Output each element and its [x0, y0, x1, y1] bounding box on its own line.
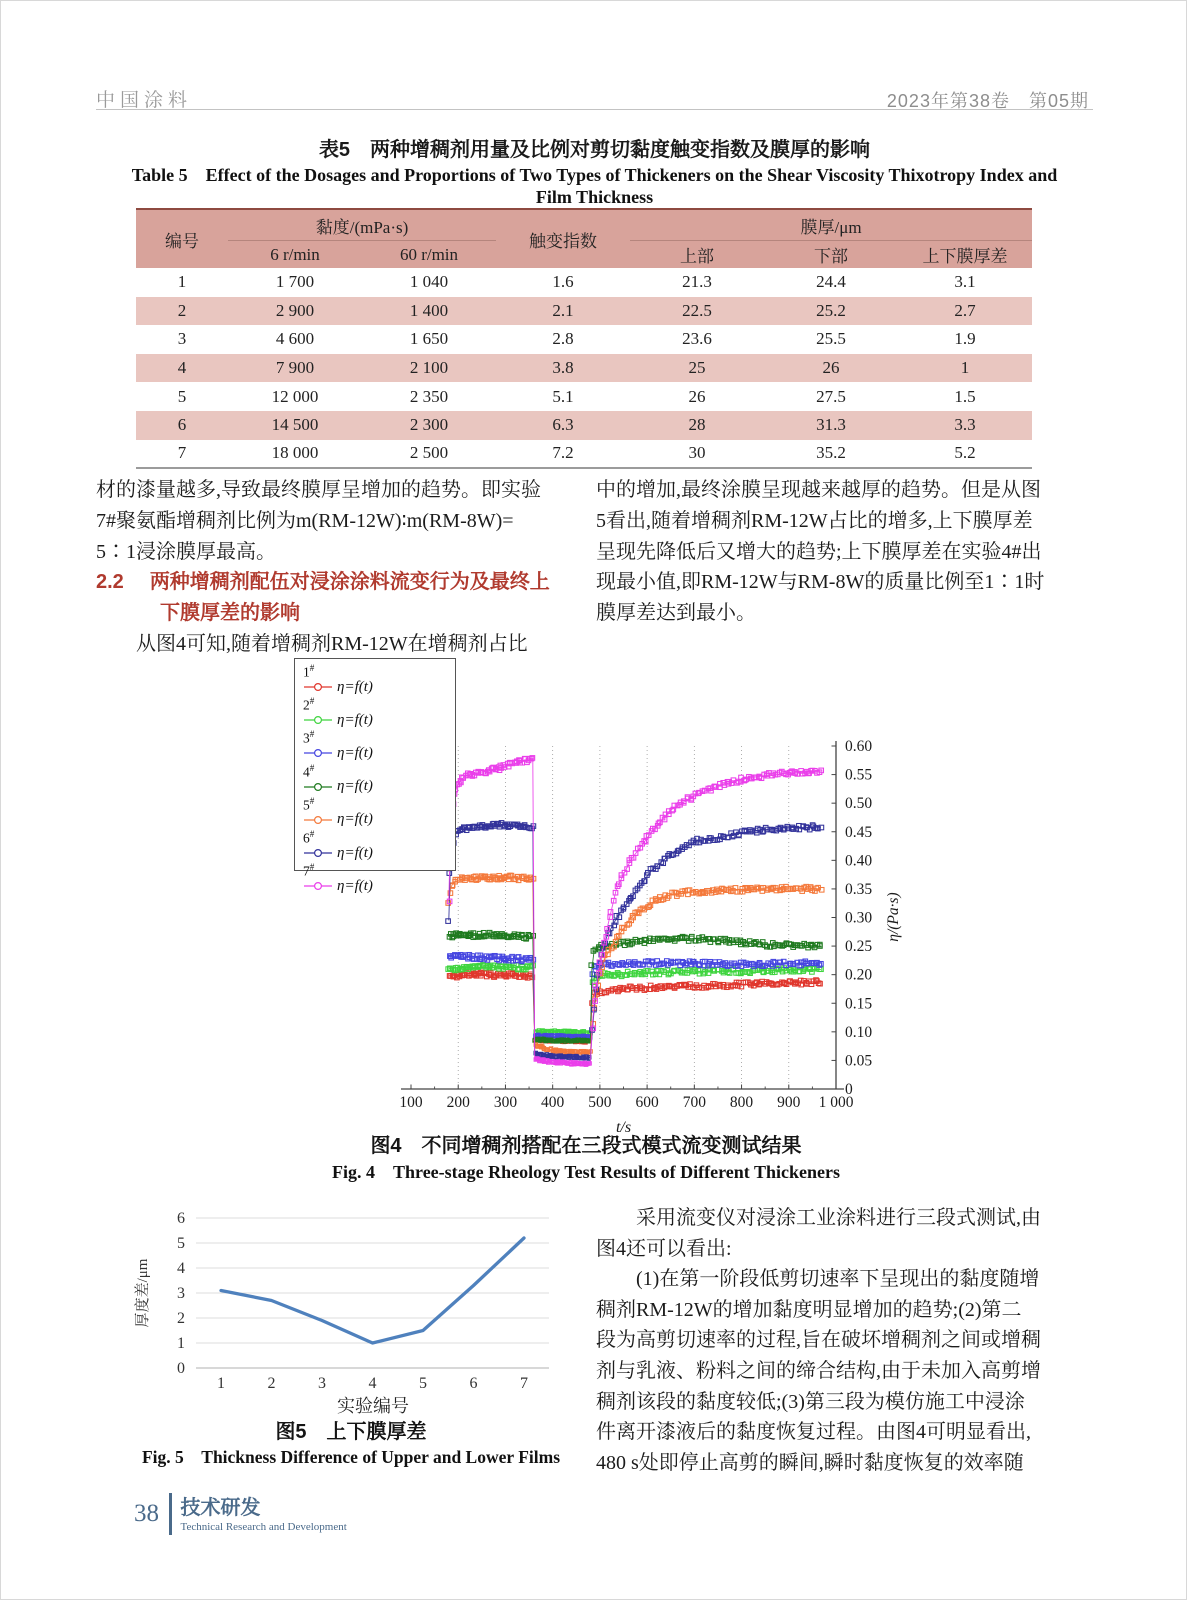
- legend-marker-icon: [303, 714, 333, 726]
- table-row: [136, 440, 1032, 469]
- legend-label: η=f(t): [337, 744, 373, 761]
- table-cell: 2.7: [954, 300, 976, 320]
- table-cell: 1.5: [954, 386, 976, 406]
- table-cell: 6.3: [552, 415, 574, 435]
- text-line: 稠剂RM-12W的增加黏度明显增加的趋势;(2)第二: [596, 1298, 1022, 1321]
- col-header-viscosity-group: 黏度/(mPa·s): [228, 209, 496, 241]
- legend-series-name: 4#: [303, 762, 315, 780]
- thickness-difference-line: [221, 1238, 524, 1343]
- svg-text:实验编号: 实验编号: [337, 1396, 409, 1416]
- col-header-6rmin: 6 r/min: [270, 244, 320, 264]
- section-heading-line1: [96, 567, 578, 598]
- svg-text:2: 2: [177, 1310, 185, 1327]
- table-cell: 1.6: [552, 272, 574, 292]
- col-header-diff: 上下膜厚差: [922, 247, 1008, 266]
- svg-text:0.40: 0.40: [845, 852, 873, 870]
- table-row: [136, 325, 1032, 354]
- table-cell: 1 650: [409, 329, 449, 349]
- svg-text:0.30: 0.30: [845, 909, 873, 927]
- table-cell: 1: [177, 272, 187, 292]
- legend-label: η=f(t): [337, 778, 373, 795]
- svg-text:η/(Pa·s): η/(Pa·s): [885, 892, 902, 942]
- section-heading-text: 两种增稠剂配伍对浸涂涂料流变行为及最终上: [149, 571, 550, 594]
- legend-label: η=f(t): [337, 711, 373, 728]
- text-line: 呈现先降低后又增大的趋势;上下膜厚差在实验4#出: [596, 540, 1042, 563]
- table-cell: 2.8: [552, 329, 574, 349]
- table-cell: 1 400: [409, 300, 449, 320]
- legend-marker-icon: [303, 681, 333, 693]
- col-header-no: 编号: [165, 231, 199, 251]
- table-cell: 26: [688, 386, 706, 406]
- legend-marker-icon: [303, 880, 333, 892]
- table-cell: 7: [177, 443, 187, 463]
- table-cell: 2 500: [409, 443, 449, 463]
- legend-marker-icon: [303, 747, 333, 759]
- svg-text:7: 7: [520, 1375, 528, 1392]
- section-heading-2-2: [96, 567, 578, 629]
- table-cell: 3.3: [954, 415, 976, 435]
- table-cell: 5: [177, 386, 187, 406]
- svg-text:0.15: 0.15: [845, 995, 873, 1013]
- table5-header: [136, 209, 1032, 268]
- table-cell: 1 700: [275, 272, 315, 292]
- svg-text:700: 700: [682, 1094, 706, 1111]
- legend-entry: [303, 779, 449, 795]
- table-cell: 25: [688, 358, 706, 378]
- legend-entry: [303, 812, 449, 828]
- right-column-bottom-text: [596, 1203, 1080, 1478]
- table-cell: 25.5: [816, 329, 846, 349]
- legend-entry: [303, 878, 449, 894]
- section-heading-line2: 下膜厚差的影响: [160, 602, 300, 625]
- text-line: 中的增加,最终涂膜呈现越来越厚的趋势。但是从图: [596, 479, 1041, 501]
- table-cell: 3.1: [954, 272, 976, 292]
- table-cell: 4 600: [275, 329, 315, 349]
- figure5-plot: [121, 1191, 591, 1419]
- text-line: 稠剂该段的黏度较低;(3)第三段为模仿施工中浸涂: [596, 1390, 1025, 1413]
- col-header-upper: 上部: [680, 247, 715, 266]
- header-rule: [96, 109, 1093, 110]
- table-cell: 3: [177, 329, 187, 349]
- text-line: 件离开漆液后的黏度恢复过程。由图4可明显看出,: [596, 1421, 1031, 1444]
- svg-text:0.45: 0.45: [845, 823, 873, 841]
- text-line: 段为高剪切速率的过程,旨在破坏增稠剂之间或增稠: [596, 1329, 1041, 1352]
- table5-title-en: Table 5 Effect of the Dosages and Proportions of Two Types of Thickeners on the Shear Viscosity Thixotropy Index and: [131, 165, 1058, 185]
- svg-text:400: 400: [541, 1094, 565, 1111]
- table-cell: 2: [177, 300, 187, 320]
- table-cell: 2.1: [552, 300, 574, 320]
- legend-series-name: 1#: [303, 663, 315, 680]
- page-footer: [134, 1493, 347, 1535]
- legend-series-name: 7#: [303, 862, 315, 879]
- series-1: [447, 970, 822, 1044]
- text-line: 现最小值,即RM-12W与RM-8W的质量比例至1∶1时: [596, 571, 1045, 594]
- svg-text:0.05: 0.05: [845, 1052, 873, 1070]
- svg-text:5: 5: [177, 1235, 185, 1252]
- table5: [136, 208, 1032, 469]
- svg-text:厚度差/μm: 厚度差/μm: [135, 1258, 151, 1328]
- text-line: 5看出,随着增稠剂RM-12W占比的增多,上下膜厚差: [596, 509, 1033, 532]
- svg-text:3: 3: [318, 1375, 326, 1392]
- table-cell: 31.3: [816, 415, 846, 435]
- legend-label: η=f(t): [337, 877, 373, 894]
- table-cell: 4: [177, 358, 187, 378]
- table-cell: 5.1: [552, 386, 574, 406]
- col-header-60rmin: 60 r/min: [399, 244, 459, 264]
- svg-text:0.55: 0.55: [845, 766, 873, 784]
- svg-text:1: 1: [177, 1335, 185, 1352]
- legend-label: η=f(t): [337, 678, 373, 695]
- figure4-legend: [294, 658, 456, 894]
- svg-text:900: 900: [777, 1094, 801, 1111]
- svg-text:0.25: 0.25: [845, 938, 873, 956]
- figure4-caption-en: Fig. 4 Three-stage Rheology Test Results of Different Thickeners: [332, 1162, 840, 1182]
- figure4-caption-cn: 图4 不同增稠剂搭配在三段式模式流变测试结果: [370, 1135, 802, 1157]
- svg-text:300: 300: [493, 1094, 518, 1111]
- table-cell: 21.3: [682, 272, 712, 292]
- table-cell: 1 040: [409, 272, 449, 292]
- svg-text:4: 4: [177, 1260, 185, 1277]
- legend-entry: [303, 712, 449, 728]
- table-cell: 18 000: [271, 443, 319, 463]
- svg-text:0: 0: [845, 1081, 853, 1098]
- table-cell: 14 500: [271, 415, 319, 435]
- journal-name: 中国涂料: [96, 90, 193, 111]
- svg-text:3: 3: [177, 1285, 185, 1302]
- right-column-text: [596, 475, 1078, 629]
- table-cell: 2 300: [409, 415, 449, 435]
- svg-text:t/s: t/s: [615, 1119, 632, 1136]
- legend-label: η=f(t): [337, 844, 373, 861]
- svg-text:1 000: 1 000: [818, 1094, 854, 1111]
- table-cell: 2 100: [409, 358, 449, 378]
- bottom-paragraph: [596, 1203, 1080, 1478]
- text-line: 480 s处即停止高剪的瞬间,瞬时黏度恢复的效率随: [596, 1451, 1024, 1474]
- col-header-lower: 下部: [814, 247, 849, 266]
- table-cell: 2 900: [275, 300, 315, 320]
- svg-text:6: 6: [469, 1375, 478, 1392]
- table-cell: 23.6: [682, 329, 712, 349]
- col-header-film-group: 膜厚/μm: [630, 209, 1032, 241]
- text-line: (1)在第一阶段低剪切速率下呈现出的黏度随增: [596, 1268, 1040, 1291]
- footer-divider: [169, 1493, 172, 1535]
- table-cell: 22.5: [682, 300, 712, 320]
- right-paragraph-top: [596, 475, 1078, 629]
- table-cell: 12 000: [271, 386, 319, 406]
- left-column-text: [96, 475, 578, 660]
- table-cell: 24.4: [816, 272, 846, 292]
- text-line: 图4还可以看出:: [596, 1237, 732, 1260]
- footer-section: [181, 1496, 347, 1535]
- text-line: 剂与乳液、粉料之间的缔合结构,由于未加入高剪增: [596, 1359, 1041, 1382]
- svg-text:500: 500: [588, 1094, 612, 1111]
- col-header-thixotropy: 触变指数: [529, 231, 598, 251]
- table-cell: 26: [822, 358, 840, 378]
- svg-text:1: 1: [217, 1375, 225, 1392]
- svg-text:6: 6: [177, 1210, 185, 1227]
- legend-entry: [303, 679, 449, 695]
- svg-text:0.10: 0.10: [845, 1023, 873, 1041]
- legend-marker-icon: [303, 814, 333, 826]
- footer-section-cn: 技术研发: [180, 1497, 261, 1519]
- table-cell: 1.9: [954, 329, 976, 349]
- legend-label: η=f(t): [337, 811, 373, 828]
- table-cell: 3.8: [552, 358, 574, 378]
- left-paragraph-tail: [96, 629, 578, 660]
- text-line: 5∶1浸涂膜厚最高。: [96, 540, 276, 563]
- section-number: 2.2: [96, 571, 124, 594]
- table-cell: 1: [960, 358, 970, 378]
- svg-text:4: 4: [368, 1375, 377, 1392]
- page-number: 38: [134, 1500, 159, 1527]
- text-line: 采用流变仪对浸涂工业涂料进行三段式测试,由: [596, 1207, 1041, 1229]
- table-cell: 30: [688, 443, 706, 463]
- table-cell: 28: [688, 415, 706, 435]
- text-line: 膜厚差达到最小。: [596, 602, 756, 625]
- table-cell: 5.2: [954, 443, 976, 463]
- legend-series-name: 3#: [303, 729, 315, 746]
- svg-text:100: 100: [399, 1094, 423, 1111]
- figure5-caption-en: Fig. 5 Thickness Difference of Upper and Lower Films: [141, 1447, 561, 1467]
- svg-text:200: 200: [446, 1094, 470, 1111]
- figure5-caption-cn: 图5 上下膜厚差: [275, 1421, 427, 1443]
- text-line: 从图4可知,随着增稠剂RM-12W在增稠剂占比: [96, 632, 528, 655]
- text-line: 材的漆量越多,导致最终膜厚呈增加的趋势。即实验: [96, 479, 541, 501]
- svg-text:0.60: 0.60: [845, 738, 873, 755]
- svg-text:0.20: 0.20: [845, 966, 873, 984]
- legend-entry: [303, 745, 449, 761]
- table-row: [136, 268, 1032, 297]
- svg-text:0.35: 0.35: [845, 880, 873, 898]
- table-cell: 7 900: [275, 358, 315, 378]
- svg-text:2: 2: [267, 1375, 276, 1392]
- footer-section-en: Technical Research and Development: [180, 1521, 347, 1533]
- legend-series-name: 5#: [303, 795, 315, 813]
- svg-text:0: 0: [177, 1360, 185, 1377]
- text-line: 7#聚氨酯增稠剂比例为m(RM-12W)∶m(RM-8W)=: [96, 509, 514, 532]
- legend-entry: [303, 845, 449, 861]
- issue-info: 2023年第38卷 第05期: [886, 91, 1089, 111]
- table-cell: 7.2: [552, 443, 574, 463]
- table-cell: 6: [177, 415, 187, 435]
- table-cell: 35.2: [816, 443, 846, 463]
- table-cell: 27.5: [816, 386, 846, 406]
- svg-text:800: 800: [729, 1094, 754, 1111]
- table-cell: 25.2: [816, 300, 846, 320]
- table-row: [136, 382, 1032, 411]
- legend-series-name: 2#: [303, 696, 315, 713]
- legend-marker-icon: [303, 781, 333, 793]
- legend-marker-icon: [303, 847, 333, 859]
- left-paragraph-top: [96, 475, 578, 567]
- legend-series-name: 6#: [303, 828, 315, 846]
- table-row: [136, 411, 1032, 440]
- table5-body: [136, 268, 1032, 468]
- svg-text:5: 5: [419, 1375, 427, 1392]
- table-cell: 2 350: [409, 386, 449, 406]
- table5-title-cn: 表5 两种增稠剂用量及比例对剪切黏度触变指数及膜厚的影响: [318, 139, 871, 161]
- svg-text:0.50: 0.50: [845, 795, 873, 813]
- table-row: [136, 297, 1032, 326]
- table5-title-en-2: Film Thickness: [535, 187, 654, 207]
- table-row: [136, 354, 1032, 383]
- svg-text:600: 600: [635, 1094, 659, 1111]
